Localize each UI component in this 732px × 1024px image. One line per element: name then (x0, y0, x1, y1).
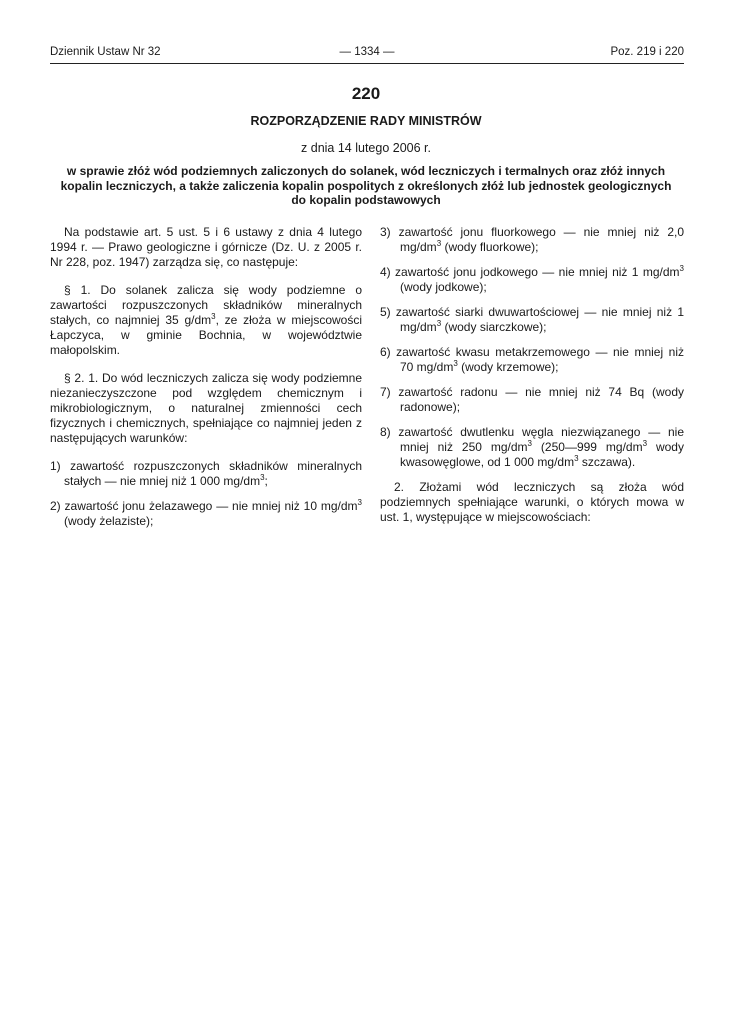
list-item-3 (380, 225, 684, 255)
list-item-2 (50, 499, 362, 529)
list-item-text-end: (wody żelaziste); (64, 514, 154, 528)
paragraph-1 (50, 283, 362, 358)
paragraph-1-text-end: , ze złoża w miejscowości Łapczyca, w gminie Bochnia, w województwie małopolskim. (50, 313, 362, 357)
list-item-text: 2) zawartość jonu żelazawego — nie mniej niż 10 mg/dm (50, 499, 358, 513)
list-item-text: 8) zawartość dwutlenku węgla niezwiązanego — nie mniej niż 250 mg/dm (380, 425, 684, 454)
list-item-text-end: (wody krzemowe); (457, 360, 559, 374)
list-item-text-end: (wody fluorkowe); (441, 240, 539, 254)
superscript: 3 (211, 312, 216, 321)
list-item-7: 7) zawartość radonu — nie mniej niż 74 Bq (wody radonowe); (380, 385, 684, 414)
position-reference: Poz. 219 i 220 (610, 46, 684, 58)
list-item-6 (380, 345, 684, 375)
list-item-text: 5) zawartość siarki dwuwartościowej — nie mniej niż 1 mg/dm (380, 305, 684, 334)
right-column (380, 225, 684, 538)
superscript: 3 (642, 439, 648, 448)
superscript: 3 (357, 498, 362, 507)
left-column (50, 225, 362, 539)
superscript: 3 (679, 264, 684, 273)
paragraph-1-text: § 1. Do solanek zalicza się wody podziemne o zawartości rozpuszczonych składników mineralnych stałych, co najmniej 35 g/dm (50, 283, 362, 327)
superscript: 3 (527, 439, 532, 448)
list-item-text: 4) zawartość jonu jodkowego — nie mniej niż 1 mg/dm (380, 265, 680, 279)
running-header (50, 46, 684, 62)
act-title: w sprawie złóż wód podziemnych zaliczonych do solanek, wód leczniczych i termalnych oraz złóż innych kopalin leczniczych, a także zaliczenia kopalin pospolitych z określonych złóż lub jednostek geologicznych do kopalin podstawowych (60, 164, 672, 207)
superscript: 3 (574, 454, 579, 463)
act-number: 220 (351, 84, 381, 103)
paragraph-2-intro: § 2. 1. Do wód leczniczych zalicza się wody podziemne niezanieczyszczone pod względem chemicznym i mikrobiologicznym, o naturalnej zmienności cech fizycznych i chemicznych, spełniające co najmniej jeden z następujących warunków: (50, 371, 362, 445)
superscript: 3 (436, 239, 442, 248)
paragraph-2-section-2: 2. Złożami wód leczniczych są złoża wód podziemnych spełniające warunki, o których mowa w ust. 1, występujące w miejscowościach: (380, 480, 684, 524)
superscript: 3 (453, 359, 458, 368)
list-item-text-end: (wody jodkowe); (400, 280, 487, 294)
journal-name: Dziennik Ustaw Nr 32 (50, 46, 161, 58)
list-item-text-end: (wody siarczkowe); (441, 320, 547, 334)
list-item-5 (380, 305, 684, 335)
act-type-heading: ROZPORZĄDZENIE RADY MINISTRÓW (250, 114, 482, 128)
list-item-text-mid: (250—999 mg/dm (531, 440, 643, 454)
superscript: 3 (260, 473, 265, 482)
header-divider (50, 63, 684, 64)
list-item-text-mid: wody kwasowęglowe, od 1 000 mg/dm (400, 440, 684, 469)
preamble: Na podstawie art. 5 ust. 5 i 6 ustawy z dnia 4 lutego 1994 r. — Prawo geologiczne i górnicze (Dz. U. z 2005 r. Nr 228, poz. 1947) zarządza się, co następuje: (50, 225, 362, 269)
act-date: z dnia 14 lutego 2006 r. (301, 141, 431, 155)
superscript: 3 (436, 319, 442, 328)
list-item-text: 6) zawartość kwasu metakrzemowego — nie mniej niż 70 mg/dm (380, 345, 684, 374)
list-item-text: 3) zawartość jonu fluorkowego — nie mniej niż 2,0 mg/dm (380, 225, 684, 254)
list-item-8 (380, 425, 684, 470)
list-item-text: 1) zawartość rozpuszczonych składników mineralnych stałych — nie mniej niż 1 000 mg/dm (50, 459, 362, 488)
page-number: — 1334 — (339, 46, 395, 58)
list-item-text-end: szczawa). (578, 455, 636, 469)
list-item-4 (380, 265, 684, 295)
list-item-1 (50, 459, 362, 489)
list-item-text-end: ; (264, 474, 268, 488)
